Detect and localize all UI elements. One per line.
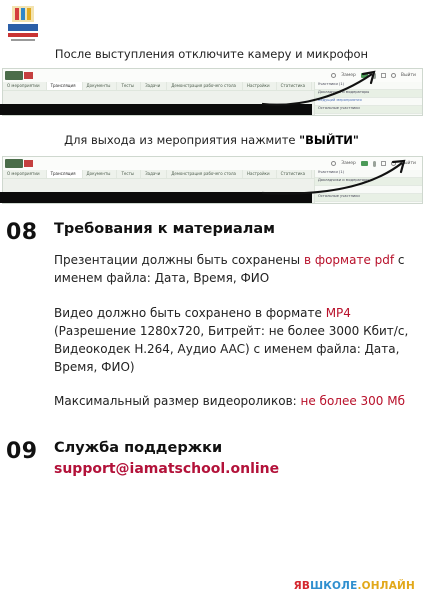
app-logo-mark [24, 72, 33, 79]
timer-label: Замер [341, 161, 356, 166]
app-tabs [3, 82, 315, 91]
timer-icon [331, 73, 336, 78]
tab-settings: Настройки [243, 82, 277, 90]
app-logo [5, 159, 23, 168]
timer-icon [331, 161, 336, 166]
speakers-group: Докладчики и модераторы [315, 90, 422, 98]
microphone-icon [373, 73, 376, 79]
tab-tasks: Задачи [141, 82, 167, 90]
timer-label: Замер [341, 73, 356, 78]
microphone-icon [373, 161, 376, 167]
video-area [0, 192, 312, 203]
video-size-limit [54, 392, 410, 410]
others-group: Остальные участники [315, 194, 422, 202]
app-topbar [3, 69, 422, 83]
tab-tests: Тесты [117, 170, 141, 178]
exit-label: Выйти [400, 73, 416, 78]
tab-about: О мероприятии [3, 170, 47, 178]
brand-part-2: ШКОЛЕ [310, 580, 358, 592]
brand-part-1: ЯВ [293, 580, 311, 592]
size-limit-highlight: не более 300 Мб [300, 394, 406, 408]
app-logo-mark [24, 160, 33, 167]
tab-statistics: Статистика [277, 170, 313, 178]
brand-part-3: .ОНЛАЙН [357, 580, 415, 592]
app-logo [5, 71, 23, 80]
exit-instruction [0, 133, 423, 147]
camera-icon [361, 73, 368, 78]
app-controls [331, 71, 416, 80]
hand-icon [381, 73, 386, 78]
exit-instruction-text: Для выхода из мероприятия нажмите [64, 133, 300, 147]
p2-text-a: Видео должно быть сохранено в формате [54, 306, 326, 320]
hand-icon [381, 161, 386, 166]
empty-row [315, 186, 422, 194]
tab-documents: Документы [83, 82, 118, 90]
tab-about: О мероприятии [3, 82, 47, 90]
app-tabs [3, 170, 315, 179]
tab-screen-share: Демонстрация рабочего стола [167, 82, 243, 90]
school-logo [6, 4, 40, 44]
pdf-format-highlight: в формате pdf [303, 253, 395, 267]
participants-panel [314, 82, 422, 115]
app-topbar [3, 157, 422, 171]
settings-icon [391, 73, 396, 78]
participants-count: Участники (1) [315, 82, 422, 90]
tab-broadcast: Трансляция [47, 170, 83, 178]
exit-button-name: "ВЫЙТИ" [299, 133, 359, 147]
tab-documents: Документы [83, 170, 118, 178]
tab-tasks: Задачи [141, 170, 167, 178]
tab-settings: Настройки [243, 170, 277, 178]
section-number-09: 09 [6, 439, 38, 464]
section-title-support: Служба поддержки [54, 440, 223, 456]
section-title-materials: Требования к материалам [54, 221, 276, 237]
brand-wordmark [294, 580, 415, 592]
settings-icon [391, 161, 396, 166]
participants-panel [314, 170, 422, 203]
section-number-08: 08 [6, 220, 38, 245]
tab-broadcast: Трансляция [47, 82, 83, 90]
others-group: Остальные участники [315, 106, 422, 114]
app-controls [331, 159, 416, 168]
p1-text-b: с именем файла: Дата, Время, ФИО [54, 253, 405, 285]
video-area [0, 104, 312, 115]
tab-statistics: Статистика [277, 82, 313, 90]
speakers-group: Докладчики и модераторы [315, 178, 422, 186]
camera-instruction: После выступления отключите камеру и микрофон [54, 47, 369, 61]
support-email-link[interactable]: support@iamatschool.online [54, 461, 280, 477]
tab-tests: Тесты [117, 82, 141, 90]
presentation-requirements [54, 251, 410, 287]
exit-label: Выйти [400, 161, 416, 166]
p3-text-a: Максимальный размер видеороликов: [54, 394, 301, 408]
camera-icon [361, 161, 368, 166]
mp4-format-highlight: MP4 [325, 306, 351, 320]
host-row: Ведущий мероприятия [315, 98, 422, 106]
p2-text-b: (Разрешение 1280x720, Битрейт: не более 3000 Кбит/с, Видеокодек H.264, Аудио AAC) с именем файла: Дата, Время, ФИО) [54, 324, 409, 374]
video-requirements [54, 304, 410, 376]
tab-screen-share: Демонстрация рабочего стола [167, 170, 243, 178]
p1-text-a: Презентации должны быть сохранены [54, 253, 304, 267]
participants-count: Участники (1) [315, 170, 422, 178]
